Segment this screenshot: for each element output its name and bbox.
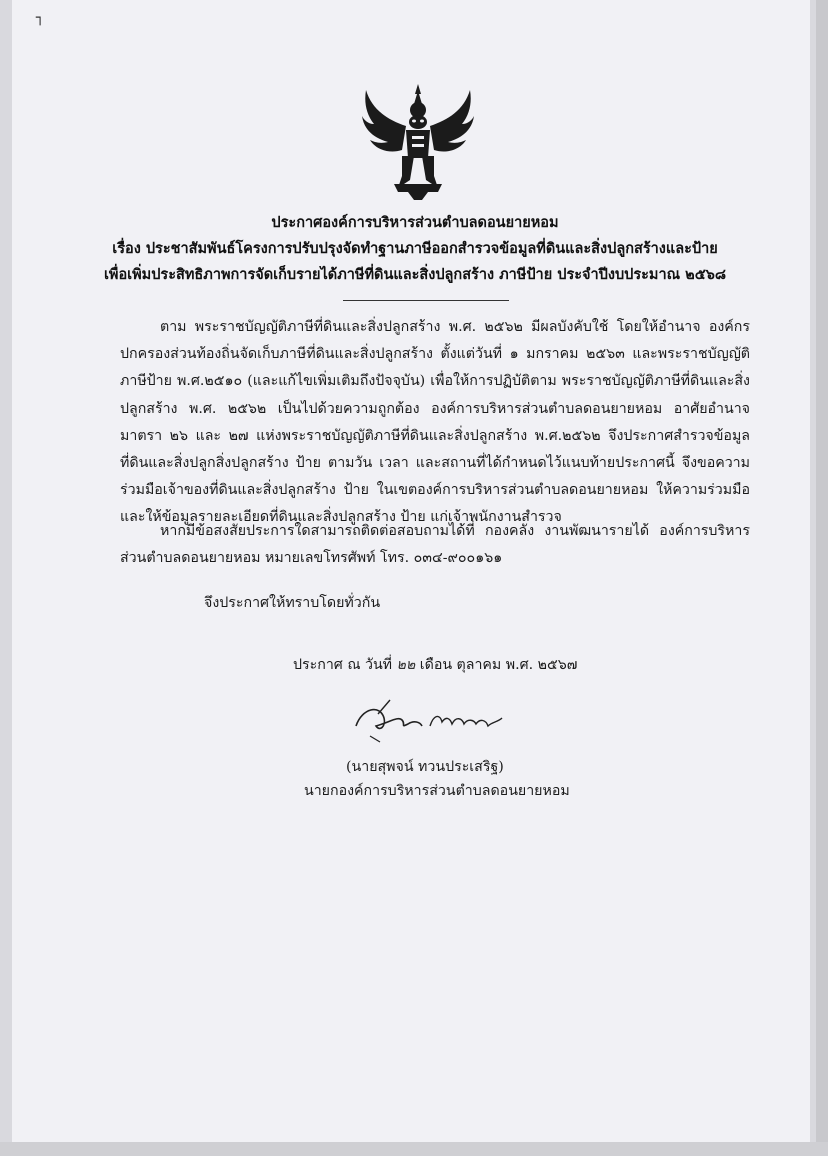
- subject-line-continued: เพื่อเพิ่มประสิทธิภาพการจัดเก็บรายได้ภาษีที่ดินและสิ่งปลูกสร้าง ภาษีป้าย ประจำปีงบประมาณ ๒๕๖๘: [103, 266, 727, 283]
- body-paragraph-2: [120, 518, 750, 572]
- closing-statement: จึงประกาศให้ทราบโดยทั่วกัน: [204, 595, 381, 611]
- announcement-title: ประกาศองค์การบริหารส่วนตำบลดอนยายหอม: [271, 214, 559, 231]
- garuda-emblem-icon: [358, 80, 478, 202]
- corner-mark: ┐: [36, 10, 45, 26]
- signer-name: (นายสุพจน์ ทวนประเสริฐ): [346, 759, 504, 775]
- signature-image: [350, 696, 520, 744]
- title-divider: [343, 300, 509, 301]
- page-edge-shadow: [816, 0, 828, 1156]
- date-prefix: ประกาศ ณ วันที่: [293, 657, 393, 673]
- body-paragraph-2-text: หากมีข้อสงสัยประการใดสามารถติดต่อสอบถามได้ที่ กองคลัง งานพัฒนารายได้ องค์การบริหารส่วนตำบลดอนยายหอม หมายเลขโทรศัพท์ โทร. ๐๓๔-๙๐๐๑๖๑: [120, 523, 750, 567]
- body-paragraph-1-text: ตาม พระราชบัญญัติภาษีที่ดินและสิ่งปลูกสร้าง พ.ศ. ๒๕๖๒ มีผลบังคับใช้ โดยให้อำนาจ องค์กรปกครองส่วนท้องถิ่นจัดเก็บภาษีที่ดินและสิ่งปลูกสร้าง ตั้งแต่วันที่ ๑ มกราคม ๒๕๖๓ และพระราชบัญญัติภาษีป้าย พ.ศ.๒๕๑๐ (และแก้ไขเพิ่มเติมถึงปัจจุบัน) เพื่อให้การปฏิบัติตาม พระราชบัญญัติภาษีที่ดินและสิ่งปลูกสร้าง พ.ศ. ๒๕๖๒ เป็นไปด้วยความถูกต้อง องค์การบริหารส่วนตำบลดอนยายหอม อาศัยอำนาจมาตรา ๒๖ และ ๒๗ แห่งพระราชบัญญัติภาษีที่ดินและสิ่งปลูกสร้าง พ.ศ.๒๕๖๒ จึงประกาศสำรวจข้อมูลที่ดินและสิ่งปลูกสิ่งปลูกสร้าง ป้าย ตามวัน เวลา และสถานที่ได้กำหนดไว้แนบท้ายประกาศนี้ จึงขอความร่วมมือเจ้าของที่ดินและสิ่งปลูกสร้าง ป้าย ในเขตองค์การบริหารส่วนตำบลดอนยายหอม ให้ความร่วมมือและให้ข้อมูลรายละเอียดที่ดินและสิ่งปลูกสร้าง ป้าย แก่เจ้าพนักงานสำรวจ: [120, 319, 750, 526]
- signer-position: นายกองค์การบริหารส่วนตำบลดอนยายหอม: [304, 783, 570, 799]
- page-bottom-shadow: [0, 1142, 828, 1156]
- date-suffix: เดือน ตุลาคม พ.ศ. ๒๕๖๗: [419, 657, 578, 673]
- body-paragraph-1: [120, 314, 750, 532]
- date-day-handwritten: ๒๒: [396, 657, 416, 673]
- announcement-date: [293, 654, 577, 676]
- subject-line: เรื่อง ประชาสัมพันธ์โครงการปรับปรุงจัดทำฐานภาษีออกสำรวจข้อมูลที่ดินและสิ่งปลูกสร้างและป้าย: [112, 240, 718, 257]
